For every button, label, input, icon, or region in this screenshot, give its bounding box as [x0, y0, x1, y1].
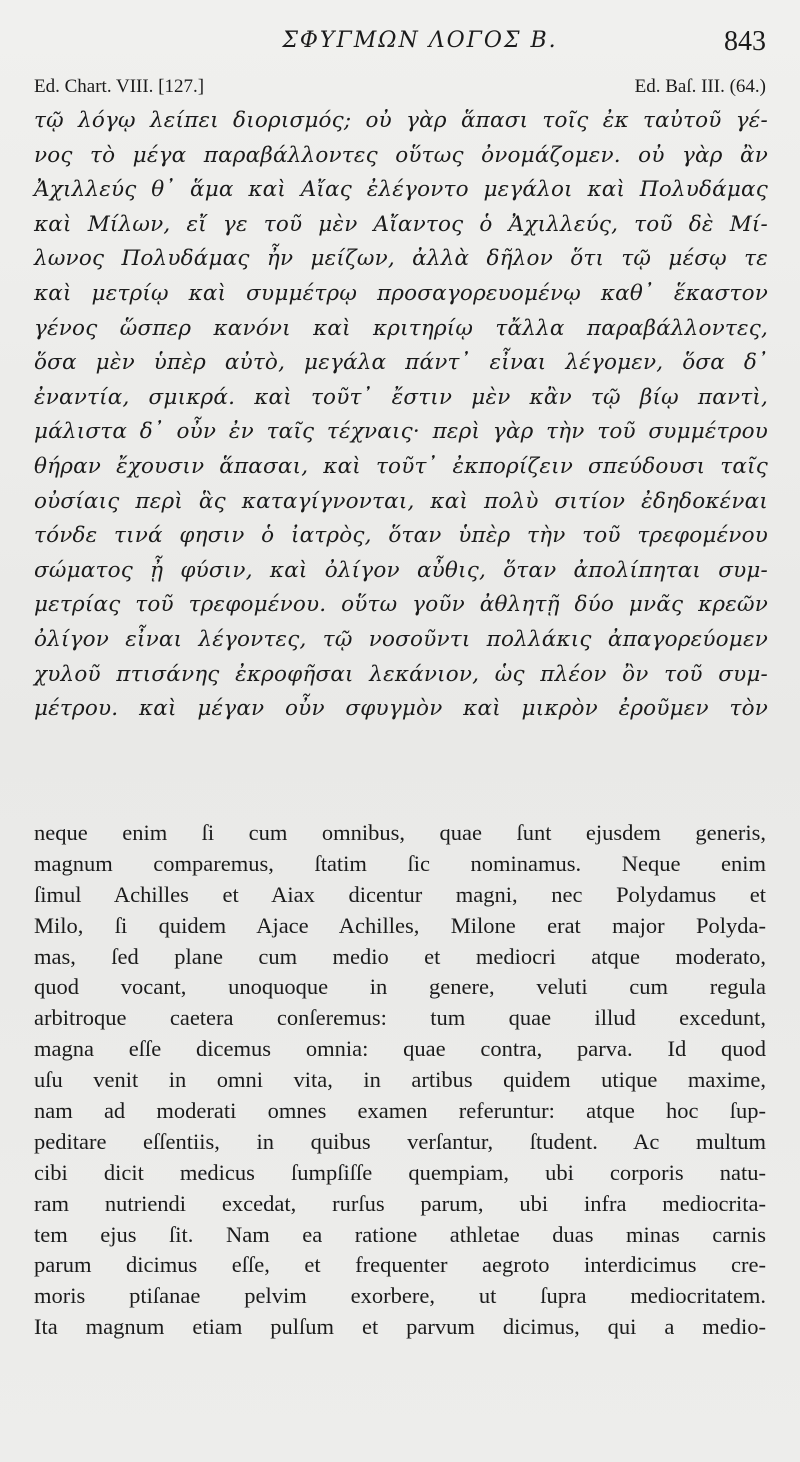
latin-text-line: peditare eſſentiis, in quibus verſantur, ſtudent. Ac multum	[34, 1128, 766, 1154]
latin-text-line: moris ptiſanae pelvim exorbere, ut ſupra mediocritatem.	[34, 1283, 766, 1309]
latin-text-line: Ita magnum etiam pulſum et parvum dicimus, qui a medio-	[34, 1314, 766, 1340]
latin-text-line: arbitroque caetera conſeremus: tum quae illud excedunt,	[34, 1005, 766, 1031]
greek-text-block	[34, 104, 768, 727]
greek-text-line: Ἀχιλλεύς θ᾽ ἅμα καὶ Αἴας ἐλέγοντο μεγάλοι καὶ Πολυδάμας	[34, 177, 768, 203]
greek-text-line: χυλοῦ πτισάνης ἐκροφῆσαι λεκάνιον, ὡς πλέον ὂν τοῦ συμ-	[34, 661, 768, 687]
greek-text-line: οὐσίαις περὶ ἃς καταγίγνονται, καὶ πολὺ σιτίον ἐδηδοκέναι	[34, 488, 768, 514]
greek-text-line: μάλιστα δ᾽ οὖν ἐν ταῖς τέχναις· περὶ γὰρ τὴν τοῦ συμμέτρου	[34, 419, 768, 445]
latin-text-line: parum dicimus eſſe, et frequenter aegroto interdicimus cre-	[34, 1252, 766, 1278]
edition-reference-right: Ed. Baſ. III. (64.)	[634, 76, 766, 97]
running-title: ΣΦΥΓΜΩΝ ΛΟΓΟΣ Β.	[282, 28, 558, 53]
greek-text-line: τῷ λόγῳ λείπει διορισμός; οὐ γὰρ ἅπασι τοῖς ἐκ ταὐτοῦ γέ-	[34, 108, 768, 133]
greek-text-line: μέτρου. καὶ μέγαν οὖν σφυγμὸν καὶ μικρὸν ἐροῦμεν τὸν	[34, 696, 768, 722]
latin-text-line: cibi dicit medicus ſumpſiſſe quempiam, ubi corporis natu-	[34, 1159, 766, 1185]
latin-text-line: tem ejus ſit. Nam ea ratione athletae duas minas carnis	[34, 1221, 766, 1247]
latin-text-line: nam ad moderati omnes examen referuntur: atque hoc ſup-	[34, 1098, 766, 1124]
latin-text-line: neque enim ſi cum omnibus, quae ſunt ejusdem generis,	[34, 820, 766, 845]
page-number: 843	[724, 26, 766, 57]
latin-text-line: ram nutriendi excedat, rurſus parum, ubi infra mediocrita-	[34, 1190, 766, 1216]
greek-text-line: τόνδε τινά φησιν ὁ ἰατρὸς, ὅταν ὑπὲρ τὴν τοῦ τρεφομένου	[34, 523, 768, 549]
latin-text-line: ſimul Achilles et Aiax dicentur magni, nec Polydamus et	[34, 881, 766, 907]
latin-text-line: mas, ſed plane cum medio et mediocri atque moderato,	[34, 943, 766, 969]
greek-text-line: μετρίας τοῦ τρεφομένου. οὕτω γοῦν ἀθλητῇ δύο μνᾶς κρεῶν	[34, 592, 768, 618]
latin-text-block	[34, 818, 766, 1343]
greek-text-line: γένος ὥσπερ κανόνι καὶ κριτηρίῳ τἄλλα παραβάλλοντες,	[34, 315, 768, 341]
greek-text-line: σώματος ᾖ φύσιν, καὶ ὀλίγον αὖθις, ὅταν ἀπολίπηται συμ-	[34, 557, 768, 583]
greek-text-line: ἐναντία, σμικρά. καὶ τοῦτ᾽ ἔστιν μὲν κἂν τῷ βίῳ παντὶ,	[34, 384, 768, 410]
latin-text-line: uſu venit in omni vita, in artibus quidem utique maxime,	[34, 1067, 766, 1093]
edition-reference-left: Ed. Chart. VIII. [127.]	[34, 76, 205, 97]
greek-text-line: θήραν ἔχουσιν ἅπασαι, καὶ τοῦτ᾽ ἐκπορίζειν σπεύδουσι ταῖς	[34, 453, 768, 479]
greek-text-line: καὶ μετρίῳ καὶ συμμέτρῳ προσαγορευομένῳ καθ᾽ ἕκαστον	[34, 280, 768, 306]
latin-text-line: quod vocant, unoquoque in genere, veluti cum regula	[34, 974, 766, 1000]
greek-text-line: ὅσα μὲν ὑπὲρ αὐτὸ, μεγάλα πάντ᾽ εἶναι λέγομεν, ὅσα δ᾽	[34, 350, 768, 376]
greek-text-line: νος τὸ μέγα παραβάλλοντες οὕτως ὀνομάζομεν. οὐ γὰρ ἂν	[34, 142, 768, 168]
latin-text-line: magna eſſe dicemus omnia: quae contra, parva. Id quod	[34, 1036, 766, 1062]
edition-reference-line	[34, 76, 766, 102]
latin-text-line: magnum comparemus, ſtatim ſic nominamus. Neque enim	[34, 850, 766, 876]
greek-text-line: καὶ Μίλων, εἴ γε τοῦ μὲν Αἴαντος ὁ Ἀχιλλεύς, τοῦ δὲ Μί-	[34, 211, 768, 237]
greek-text-line: λωνος Πολυδάμας ἦν μείζων, ἀλλὰ δῆλον ὅτι τῷ μέσῳ τε	[34, 246, 768, 272]
greek-text-line: ὀλίγον εἶναι λέγοντες, τῷ νοσοῦντι πολλάκις ἀπαγορεύομεν	[34, 626, 768, 652]
latin-text-line: Milo, ſi quidem Ajace Achilles, Milone erat major Polyda-	[34, 912, 766, 938]
